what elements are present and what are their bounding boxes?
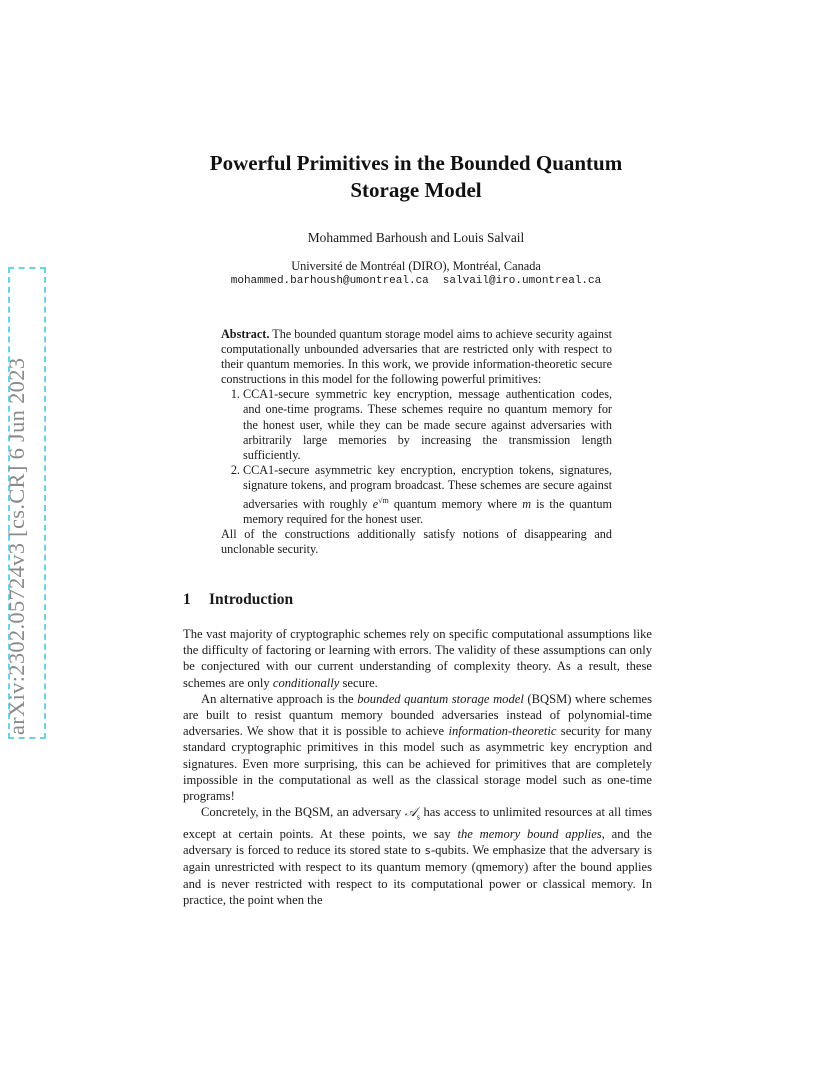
section-heading — [183, 591, 293, 609]
p3-italic: the memory bound applies — [457, 826, 602, 841]
abstract-intro — [221, 327, 612, 387]
abstract-intro-text: The bounded quantum storage model aims to achieve security against computationally unbounded adversaries that are restricted only with respect to their quantum memories. In this work, we provide information-theoretic secure constructions in this model for the following powerful primitives: — [221, 327, 612, 387]
p1-text-a: The vast majority of cryptographic schemes rely on specific computational assumptions like the difficulty of factoring or learning with errors. The validity of these assumptions can only be conjectured with our current understanding of complexity theory. As a result, these schemes are only — [183, 627, 652, 690]
p3-var-s: s — [424, 844, 431, 858]
author-list: Mohammed Barhoush and Louis Salvail — [307, 230, 525, 245]
p2-text-a: An alternative approach is the — [201, 691, 358, 706]
p3-text-a: Concretely, in the BQSM, an adversary — [201, 805, 405, 820]
abstract-label: Abstract. — [221, 327, 270, 341]
p1-text-b: secure. — [339, 675, 378, 690]
item2-exp-sup: √m — [378, 496, 389, 506]
paragraph-3 — [183, 804, 652, 908]
paragraph-2 — [183, 691, 652, 804]
p1-italic: conditionally — [272, 675, 340, 690]
abstract — [221, 327, 612, 557]
author-emails — [150, 275, 682, 287]
item2-exp-base: e — [372, 497, 379, 512]
abstract-item-2 — [243, 463, 612, 527]
arxiv-identifier: arXiv:2302.05724v3 [cs.CR] 6 Jun 2023 — [4, 357, 29, 735]
p2-italic-1: bounded quantum storage model — [357, 691, 524, 706]
p3-text-d: -qubits. We emphasize that the adversary is again unrestricted with respect to its quantum memory (qmemory) after the bound applies and is never restricted with respect to its computational power or classical memory. In practice, the point when the — [183, 843, 653, 907]
item2-text-a: CCA1-secure asymmetric key encryption, encryption tokens, signatures, signature tokens, and program broadcast. These schemes are secure against adversaries with roughly — [243, 462, 612, 512]
p3-text-b: has access to unlimited resources at all times except at certain points. At these points, we say — [183, 805, 652, 841]
p2-text-b: (BQSM) where schemes are built to resist quantum memory bounded adversaries instead of polynomial-time adversaries. We show that it is possible to achieve — [183, 691, 653, 739]
paper-title — [150, 150, 682, 204]
intro-body — [183, 626, 652, 908]
title-line-2: Storage Model — [350, 178, 482, 202]
title-line-1: Powerful Primitives in the Bounded Quantum — [209, 151, 623, 175]
affiliation: Université de Montréal (DIRO), Montréal, Canada — [291, 259, 541, 273]
section-title: Introduction — [209, 591, 294, 608]
abstract-closing: All of the constructions additionally satisfy notions of disappearing and unclonable security. — [221, 527, 612, 557]
p3-adversary-sub: s — [416, 812, 420, 822]
item2-text-c: is the quantum memory required for the honest user. — [243, 497, 612, 527]
item2-text-b: quantum memory where — [388, 497, 523, 512]
abstract-list — [221, 387, 612, 527]
p3-text-c: , and the adversary is forced to reduce its stored state to — [183, 826, 652, 858]
p2-text-c: security for many standard cryptographic primitives in this model such as asymmetric key encryption and signatures. Even more surprising, this can be achieved for primitives that are completely impossible in the computational as well as the classical storage model such as one-time programs! — [183, 724, 652, 804]
p3-adversary-symbol: 𝒜 — [404, 805, 417, 820]
email-barhoush: mohammed.barhoush@umontreal.ca — [230, 275, 429, 287]
paragraph-1 — [183, 626, 652, 691]
item2-var-m: m — [522, 497, 532, 512]
abstract-item-1: 1. CCA1-secure symmetric key encryption, message authentication codes, and one-time programs. These schemes require no quantum memory for the honest user, while they can be made secure against adversaries with arbitrarily large memories by increasing the transmission length sufficiently. — [243, 387, 612, 462]
email-salvail: salvail@iro.umontreal.ca — [442, 275, 602, 287]
section-number: 1 — [183, 591, 191, 608]
p2-italic-2: information-theoretic — [448, 724, 557, 739]
